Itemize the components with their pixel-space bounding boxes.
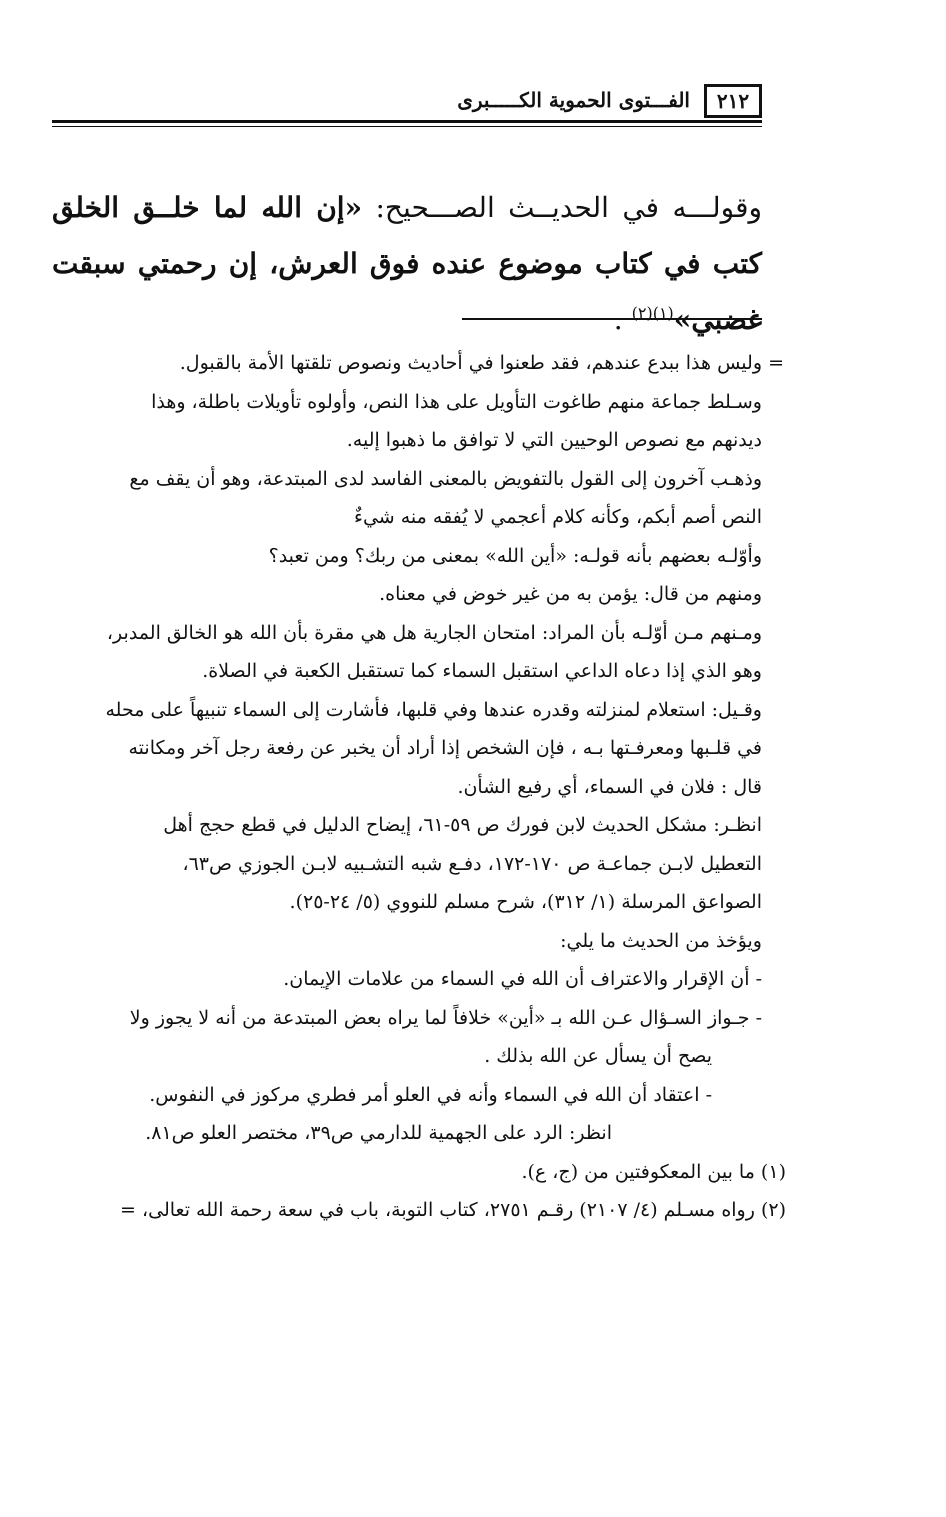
footnote-line: في قلـبها ومعرفـتها بـه ، فإن الشخص إذا أراد أن يخبر عن رفعة رجل آخر ومكانته bbox=[128, 737, 762, 759]
footnote-line: قال : فلان في السماء، أي رفيع الشأن. bbox=[457, 775, 762, 798]
footnote-line: التعطيل لابـن جماعـة ص ١٧٠-١٧٢، دفـع شبه التشـبيه لابـن الجوزي ص٦٣، bbox=[182, 852, 762, 875]
footnote-line: - اعتقاد أن الله في السماء وأنه في العلو أمر فطري مركوز في النفوس. bbox=[149, 1083, 712, 1106]
page-header bbox=[52, 84, 762, 128]
footnote-line: يصح أن يسأل عن الله بذلك . bbox=[484, 1045, 712, 1067]
footnote-line: وذهـب آخرون إلى القول بالتفويض بالمعنى الفاسد لدى المبتدعة، وهو أن يقف مع bbox=[129, 467, 762, 490]
main-intro: وقولـــه في الحديــث الصـــحيح: bbox=[362, 191, 762, 224]
footnote-line: ومنهم من قال: يؤمن به من غير خوض في معناه. bbox=[379, 583, 762, 605]
footnote-line: وقـيل: استعلام لمنزلته وقدره عندها وفي قلبها، فأشارت إلى السماء تنبيهاً على محله bbox=[105, 698, 762, 721]
footnote-line: - جـواز السـؤال عـن الله بـ «أين» خلافاً لما يراه بعض المبتدعة من أنه لا يجوز ولا bbox=[129, 1006, 762, 1029]
footnote-line: وأوّلـه بعضهم بأنه قولـه: «أين الله» بمعنى من ربك؟ ومن تعبد؟ bbox=[268, 544, 762, 567]
hadith-quote: «إن الله لما خلــق الخلق كتب في كتاب موضوع عنده فوق العرش، إن رحمتي سبقت غضبي» bbox=[52, 191, 762, 336]
footnotes bbox=[52, 344, 786, 1230]
running-title: الفـــتوى الحموية الكـــــبرى bbox=[457, 88, 690, 112]
footnote-line: ومـنهم مـن أوّلـه بأن المراد: امتحان الجارية هل هي مقرة بأن الله هو الخالق المدبر، bbox=[106, 621, 762, 644]
footnote-2: (٢) رواه مسـلم (٤/ ٢١٠٧) رقـم ٢٧٥١، كتاب التوبة، باب في سعة رحمة الله تعالى، = bbox=[120, 1199, 786, 1221]
footnote-line: ويؤخذ من الحديث ما يلي: bbox=[560, 929, 762, 952]
footnote-1: (١) ما بين المعكوفتين من (ج، ع). bbox=[521, 1160, 786, 1183]
continuation-mark: = bbox=[768, 352, 784, 374]
footnote-line: انظر: الرد على الجهمية للدارمي ص٣٩، مختصر العلو ص٨١. bbox=[145, 1122, 612, 1144]
main-end: . bbox=[613, 303, 632, 336]
footnote-line: وهو الذي إذا دعاه الداعي استقبل السماء كما تستقبل الكعبة في الصلاة. bbox=[202, 660, 762, 682]
footnote-separator bbox=[462, 318, 762, 320]
footnote-refs: (١)(٢) bbox=[631, 303, 674, 323]
header-rule bbox=[52, 120, 762, 127]
footnote-line: - أن الإقرار والاعتراف أن الله في السماء من علامات الإيمان. bbox=[283, 968, 762, 990]
page-number: ٢١٢ bbox=[704, 84, 762, 118]
footnote-line: = وليس هذا ببدع عندهم، فقد طعنوا في أحاديث ونصوص تلقتها الأمة بالقبول. bbox=[52, 344, 762, 383]
footnote-line: الصواعق المرسلة (١/ ٣١٢)، شرح مسلم للنووي (٥/ ٢٤-٢٥). bbox=[289, 891, 762, 913]
footnote-line: انظـر: مشكل الحديث لابن فورك ص ٥٩-٦١، إيضاح الدليل في قطع حجج أهل bbox=[163, 814, 762, 836]
main-paragraph bbox=[52, 180, 762, 348]
footnote-line: وسـلط جماعة منهم طاغوت التأويل على هذا النص، وأولوه تأويلات باطلة، وهذا bbox=[151, 390, 762, 413]
footnote-line: النص أصم أبكم، وكأنه كلام أعجمي لا يُفقه منه شيءٌ bbox=[354, 506, 762, 528]
footnote-line: ديدنهم مع نصوص الوحيين التي لا توافق ما ذهبوا إليه. bbox=[346, 429, 762, 451]
